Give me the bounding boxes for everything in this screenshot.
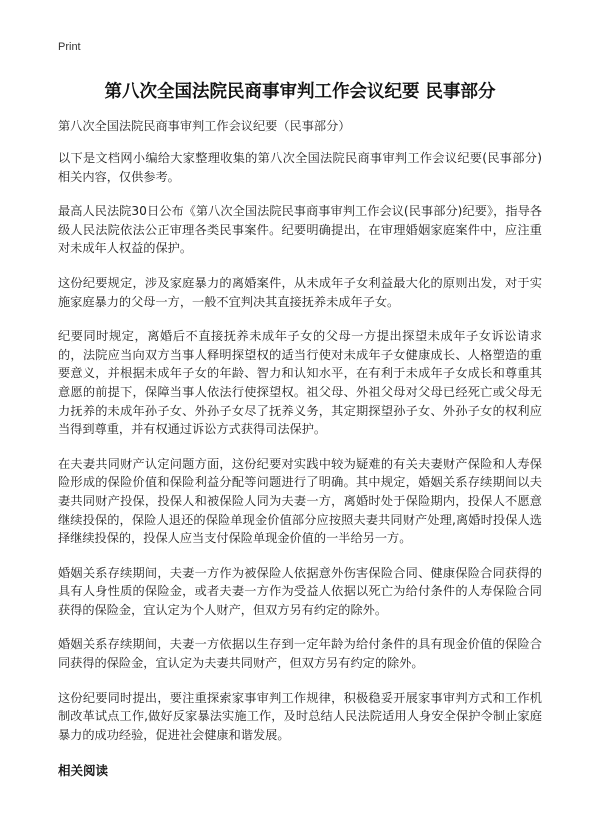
paragraph-joint-property: 在夫妻共同财产认定问题方面，这份纪要对实践中较为疑难的有关夫妻财产保险和人寿保险形成的保险价值和保险利益分配等问题进行了明确。其中规定，婚姻关系存续期间以夫妻共同财产投保，投保人和被保险人同为夫妻一方，离婚时处于保险期内，投保人不愿意继续投保的，保险人退还的保险单现金价值部分应按照夫妻共同财产处理,离婚时投保人选择继续投保的，投保人应当支付保险单现金价值的一半给另一方。 — [58, 456, 542, 546]
paragraph-personal-insurance: 婚姻关系存续期间，夫妻一方作为被保险人依据意外伤害保险合同、健康保险合同获得的具有人身性质的保险金，或者夫妻一方作为受益人依据以死亡为给付条件的人寿保险合同获得的保险金，宜认定为个人财产，但双方另有约定的除外。 — [58, 565, 542, 617]
article-subtitle: 第八次全国法院民商事审判工作会议纪要（民事部分） — [58, 119, 351, 133]
paragraph-survival-insurance: 婚姻关系存续期间，夫妻一方依据以生存到一定年龄为给付条件的具有现金价值的保险合同获得的保险金，宜认定为夫妻共同财产，但双方另有约定的除外。 — [58, 637, 542, 671]
paragraph-visitation: 纪要同时规定，离婚后不直接抚养未成年子女的父母一方提出探望未成年子女诉讼请求的，法院应当向双方当事人释明探望权的适当行使对未成年子女健康成长、人格塑造的重要意义，并根据未成年子女的年龄、智力和认知水平，在有利于未成年子女成长和尊重其意愿的前提下，保障当事人依法行使探望权。祖父母、外祖父母对父母已经死亡或父母无力抚养的未成年孙子女、外孙子女尽了抚养义务，其定期探望孙子女、外孙子女的权利应当得到尊重，并有权通过诉讼方式获得司法保护。 — [58, 329, 542, 437]
related-reading-heading: 相关阅读 — [58, 763, 109, 779]
paragraph-family-reform: 这份纪要同时提出，要注重探索家事审判工作规律，积极稳妥开展家事审判方式和工作机制改革试点工作,做好反家暴法实施工作，及时总结人民法院适用人身安全保护令制止家庭暴力的成功经验，促进社会健康和谐发展。 — [58, 690, 542, 742]
page-title: 第八次全国法院民商事审判工作会议纪要 民事部分 — [104, 82, 496, 102]
paragraph-intro: 以下是文档网小编给大家整理收集的第八次全国法院民商事审判工作会议纪要(民事部分)相关内容，仅供参考。 — [58, 151, 542, 184]
print-label: Print — [58, 41, 81, 53]
paragraph-announcement: 最高人民法院30日公布《第八次全国法院民事商事审判工作会议(民事部分)纪要》，指导各级人民法院依法公正审理各类民事案件。纪要明确提出，在审理婚姻家庭案件中，应注重对未成年人权益的保护。 — [58, 204, 542, 256]
paragraph-domestic-violence: 这份纪要规定，涉及家庭暴力的离婚案件，从未成年子女利益最大化的原则出发，对于实施家庭暴力的父母一方，一般不宜判决其直接抚养未成年子女。 — [58, 275, 542, 309]
